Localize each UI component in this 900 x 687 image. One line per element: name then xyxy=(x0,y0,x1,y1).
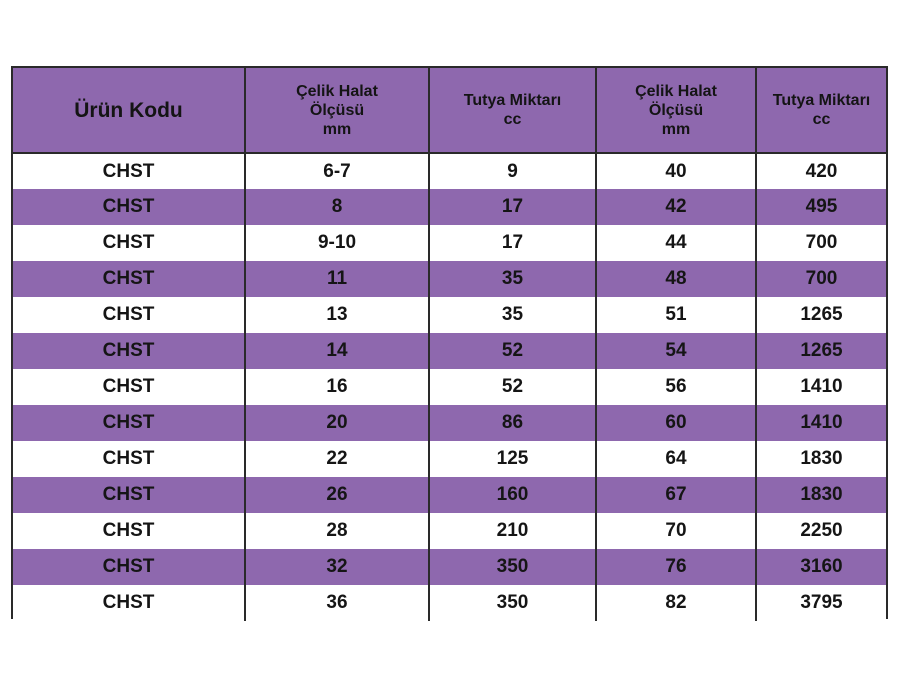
cell-product-code: CHST xyxy=(13,261,245,297)
cell-rope-size-1: 9-10 xyxy=(245,225,429,261)
table-row xyxy=(13,189,886,225)
cell-zinc-amount-2: 420 xyxy=(756,153,886,189)
table-row xyxy=(13,513,886,549)
table-row xyxy=(13,405,886,441)
cell-zinc-amount-2: 700 xyxy=(756,261,886,297)
cell-zinc-amount-2: 2250 xyxy=(756,513,886,549)
table-row xyxy=(13,261,886,297)
header-zinc-amount-1 xyxy=(429,68,596,153)
header-zinc-amount-1-unit: cc xyxy=(503,111,522,128)
cell-rope-size-1: 26 xyxy=(245,477,429,513)
cell-rope-size-1: 20 xyxy=(245,405,429,441)
cell-product-code: CHST xyxy=(13,225,245,261)
cell-rope-size-2: 48 xyxy=(596,261,756,297)
cell-rope-size-2: 56 xyxy=(596,369,756,405)
cell-rope-size-1: 16 xyxy=(245,369,429,405)
cell-zinc-amount-2: 1830 xyxy=(756,477,886,513)
cell-zinc-amount-1: 86 xyxy=(429,405,596,441)
cell-product-code: CHST xyxy=(13,441,245,477)
cell-product-code: CHST xyxy=(13,369,245,405)
header-rope-size-2-unit: mm xyxy=(661,120,691,138)
cell-zinc-amount-1: 350 xyxy=(429,549,596,585)
cell-rope-size-1: 32 xyxy=(245,549,429,585)
cell-zinc-amount-2: 1410 xyxy=(756,369,886,405)
cell-product-code: CHST xyxy=(13,585,245,621)
header-row xyxy=(13,68,886,153)
table-row xyxy=(13,585,886,621)
cell-rope-size-2: 76 xyxy=(596,549,756,585)
cell-rope-size-1: 11 xyxy=(245,261,429,297)
cell-zinc-amount-2: 1265 xyxy=(756,297,886,333)
header-rope-size-1 xyxy=(245,68,429,153)
cell-rope-size-2: 42 xyxy=(596,189,756,225)
cell-zinc-amount-2: 1265 xyxy=(756,333,886,369)
cell-rope-size-1: 36 xyxy=(245,585,429,621)
cell-product-code: CHST xyxy=(13,477,245,513)
header-zinc-amount-2 xyxy=(756,68,886,153)
cell-zinc-amount-1: 17 xyxy=(429,225,596,261)
table-row xyxy=(13,549,886,585)
cell-product-code: CHST xyxy=(13,405,245,441)
cell-zinc-amount-2: 1830 xyxy=(756,441,886,477)
table-row xyxy=(13,225,886,261)
table-row xyxy=(13,297,886,333)
product-table-container xyxy=(11,66,888,619)
cell-product-code: CHST xyxy=(13,297,245,333)
cell-zinc-amount-1: 210 xyxy=(429,513,596,549)
header-product-code-text: Ürün Kodu xyxy=(74,98,183,122)
header-rope-size-2 xyxy=(596,68,756,153)
cell-product-code: CHST xyxy=(13,153,245,189)
cell-product-code: CHST xyxy=(13,333,245,369)
cell-product-code: CHST xyxy=(13,513,245,549)
table-row xyxy=(13,333,886,369)
cell-zinc-amount-1: 35 xyxy=(429,261,596,297)
cell-rope-size-2: 64 xyxy=(596,441,756,477)
cell-rope-size-1: 13 xyxy=(245,297,429,333)
header-zinc-amount-2-unit: cc xyxy=(812,111,831,128)
cell-rope-size-1: 28 xyxy=(245,513,429,549)
cell-rope-size-1: 14 xyxy=(245,333,429,369)
header-product-code xyxy=(13,68,245,153)
cell-rope-size-2: 40 xyxy=(596,153,756,189)
cell-product-code: CHST xyxy=(13,549,245,585)
header-rope-size-1-line1: Çelik Halat xyxy=(296,82,378,100)
cell-zinc-amount-1: 52 xyxy=(429,369,596,405)
cell-rope-size-2: 60 xyxy=(596,405,756,441)
table-row xyxy=(13,477,886,513)
header-rope-size-2-line2: Ölçüsü xyxy=(648,101,704,119)
cell-rope-size-2: 70 xyxy=(596,513,756,549)
header-zinc-amount-1-line1: Tutya Miktarı xyxy=(463,92,562,109)
product-table xyxy=(13,68,886,621)
cell-zinc-amount-1: 9 xyxy=(429,153,596,189)
cell-zinc-amount-1: 160 xyxy=(429,477,596,513)
cell-rope-size-1: 8 xyxy=(245,189,429,225)
cell-rope-size-1: 6-7 xyxy=(245,153,429,189)
cell-rope-size-2: 67 xyxy=(596,477,756,513)
cell-zinc-amount-2: 495 xyxy=(756,189,886,225)
header-rope-size-2-line1: Çelik Halat xyxy=(635,82,717,100)
table-row xyxy=(13,441,886,477)
cell-zinc-amount-2: 3160 xyxy=(756,549,886,585)
cell-zinc-amount-1: 125 xyxy=(429,441,596,477)
cell-rope-size-2: 51 xyxy=(596,297,756,333)
cell-zinc-amount-1: 52 xyxy=(429,333,596,369)
cell-zinc-amount-1: 35 xyxy=(429,297,596,333)
table-row xyxy=(13,153,886,189)
cell-rope-size-2: 82 xyxy=(596,585,756,621)
cell-rope-size-2: 44 xyxy=(596,225,756,261)
table-row xyxy=(13,369,886,405)
cell-rope-size-1: 22 xyxy=(245,441,429,477)
cell-product-code: CHST xyxy=(13,189,245,225)
header-rope-size-1-line2: Ölçüsü xyxy=(309,101,365,119)
header-zinc-amount-2-line1: Tutya Miktarı xyxy=(772,92,871,109)
cell-zinc-amount-1: 350 xyxy=(429,585,596,621)
cell-zinc-amount-2: 3795 xyxy=(756,585,886,621)
cell-zinc-amount-2: 1410 xyxy=(756,405,886,441)
header-rope-size-1-unit: mm xyxy=(322,120,352,138)
cell-zinc-amount-1: 17 xyxy=(429,189,596,225)
cell-rope-size-2: 54 xyxy=(596,333,756,369)
cell-zinc-amount-2: 700 xyxy=(756,225,886,261)
